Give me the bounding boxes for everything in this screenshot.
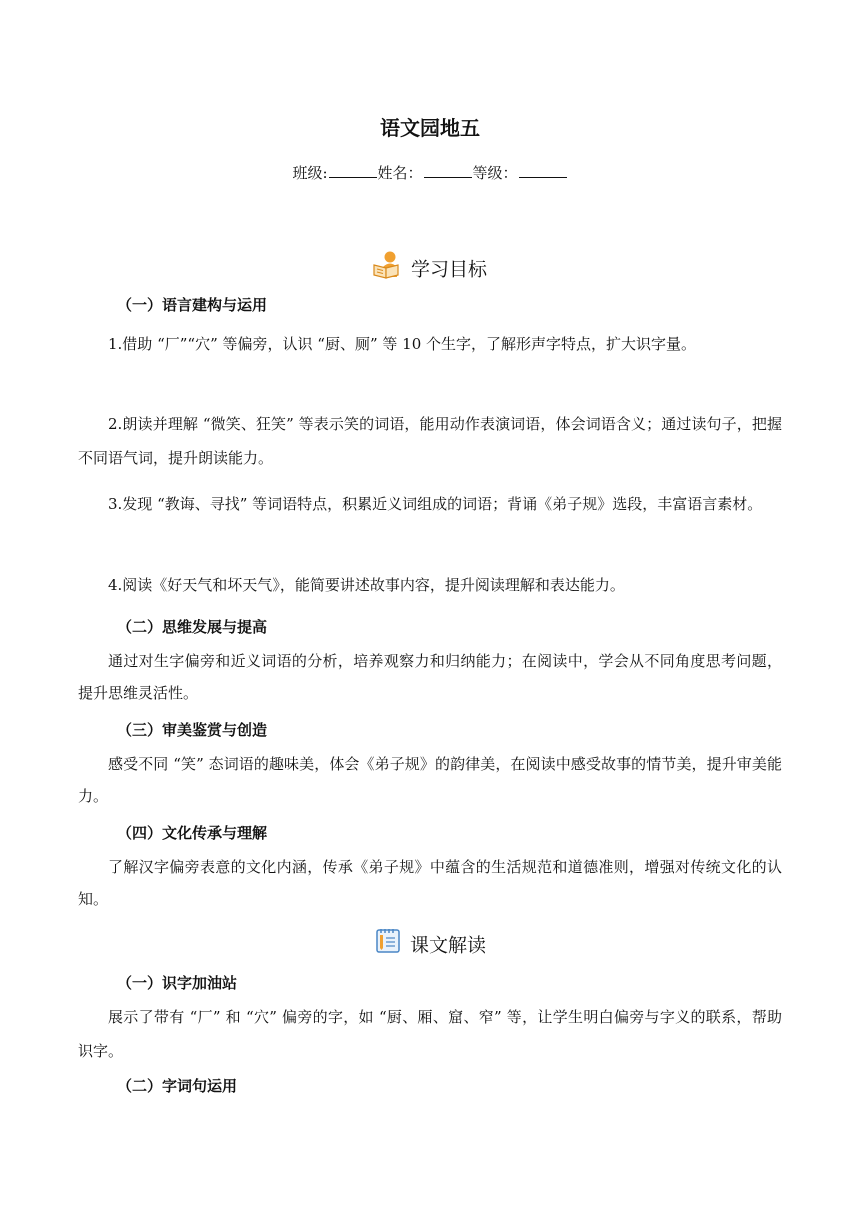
goals-section-1-heading: （一）语言建构与运用 (117, 296, 268, 314)
goals-section-1-para-2: 2.朗读并理解 “微笑、狂笑” 等表示笑的词语，能用动作表演词语，体会词语含义；通过读句子，把握不同语气词，提升朗读能力。 (78, 415, 782, 467)
goals-section-4-heading: （四）文化传承与理解 (117, 824, 268, 842)
reading-person-icon (373, 251, 403, 288)
goals-section-2-heading: （二）思维发展与提高 (117, 618, 268, 636)
class-label: 班级: (292, 164, 328, 182)
goals-section-1-para-4: 4.阅读《好天气和坏天气》，能简要讲述故事内容，提升阅读理解和表达能力。 (108, 576, 625, 594)
reading-section-2-heading: （二）字词句运用 (117, 1077, 238, 1095)
reading-section-1-heading: （一）识字加油站 (117, 974, 238, 992)
goals-section-4-para-1: 了解汉字偏旁表意的文化内涵，传承《弟子规》中蕴含的生活规范和道德准则，增强对传统文化的认知。 (78, 858, 782, 908)
name-label: 姓名： (377, 164, 423, 182)
goals-section-3-heading: （三）审美鉴赏与创造 (117, 721, 268, 739)
page-title: 语文园地五 (380, 116, 480, 140)
goals-section-2-para-1: 通过对生字偏旁和近义词语的分析，培养观察力和归纳能力；在阅读中，学会从不同角度思考问题，提升思维灵活性。 (78, 652, 782, 702)
goals-heading: 学习目标 (0, 251, 860, 288)
name-blank (424, 161, 472, 178)
goals-section-1-para-3: 3.发现 “教诲、寻找” 等词语特点，积累近义词组成的词语；背诵《弟子规》选段，丰富语言素材。 (108, 495, 763, 513)
grade-blank (519, 161, 567, 178)
goals-section-3-para-1: 感受不同 “笑” 态词语的趣味美，体会《弟子规》的韵律美，在阅读中感受故事的情节美，提升审美能力。 (78, 755, 782, 805)
goals-section-1-para-1: 1.借助 “厂”“穴” 等偏旁，认识 “厨、厕” 等 10 个生字，了解形声字特点，扩大识字量。 (108, 335, 697, 353)
reading-heading: 课文解读 (0, 928, 860, 963)
class-blank (329, 161, 377, 178)
notebook-icon (374, 928, 402, 963)
reading-section-1-para-1: 展示了带有 “厂” 和 “穴” 偏旁的字，如 “厨、厢、窟、窄” 等，让学生明白偏旁与字义的联系，帮助识字。 (78, 1008, 782, 1060)
student-info-line (0, 161, 860, 185)
grade-label: 等级： (472, 164, 518, 182)
